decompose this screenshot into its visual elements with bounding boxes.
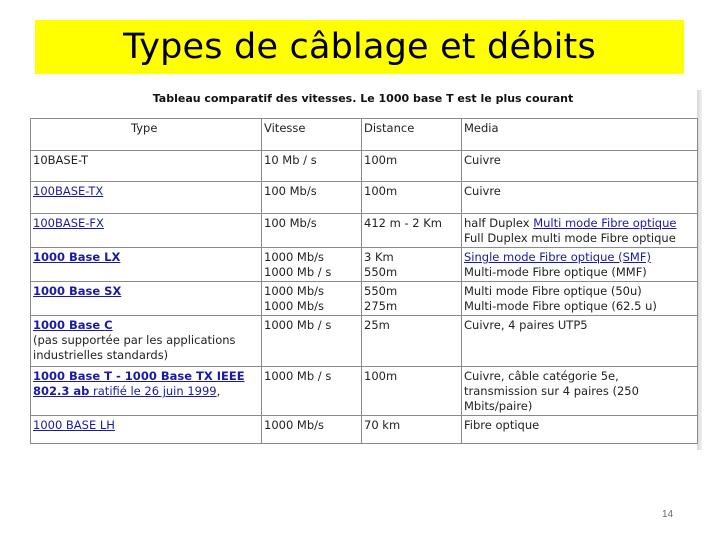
media-line: transmission sur 4 paires (250	[464, 384, 639, 398]
vitesse-value: 100 Mb/s	[264, 216, 317, 230]
cell-vitesse	[262, 151, 362, 182]
media-value: Cuivre	[464, 184, 501, 198]
media-value: Fibre optique	[464, 418, 540, 432]
cell-type	[31, 367, 262, 416]
type-link[interactable]: 1000 Base T - 1000 Base TX IEEE	[33, 369, 245, 383]
media-line	[464, 216, 695, 231]
cell-distance	[362, 151, 462, 182]
comma-text: ,	[216, 384, 221, 398]
distance-value: 275m	[364, 299, 398, 313]
media-line: Full Duplex multi mode Fibre optique	[464, 231, 676, 245]
distance-value: 25m	[364, 318, 390, 332]
header-vitesse: Vitesse	[262, 119, 362, 151]
media-line: Multi mode Fibre optique (50u)	[464, 284, 642, 298]
media-value: Cuivre, 4 paires UTP5	[464, 318, 588, 332]
cell-type	[31, 182, 262, 214]
cell-vitesse	[262, 182, 362, 214]
header-distance: Distance	[362, 119, 462, 151]
cell-media	[462, 151, 698, 182]
type-link[interactable]: 1000 BASE LH	[33, 418, 115, 432]
distance-value: 100m	[364, 184, 398, 198]
distance-value: 100m	[364, 369, 398, 383]
cell-media	[462, 214, 698, 248]
distance-value: 550m	[364, 284, 398, 298]
cell-type	[31, 214, 262, 248]
speed-comparison-table	[30, 118, 698, 444]
table-row	[31, 214, 698, 248]
vitesse-value: 1000 Mb/s	[264, 418, 325, 432]
cell-media	[462, 416, 698, 444]
vitesse-value: 1000 Mb/s	[264, 250, 325, 264]
header-media: Media	[462, 119, 698, 151]
type-link[interactable]: 1000 Base SX	[33, 284, 122, 298]
table-row	[31, 367, 698, 416]
type-note: (pas supportée par les applications	[33, 333, 236, 347]
distance-value: 70 km	[364, 418, 401, 432]
cell-vitesse	[262, 282, 362, 316]
vitesse-value: 1000 Mb / s	[264, 265, 332, 279]
page-number: 14	[662, 509, 674, 520]
distance-value: 550m	[364, 265, 398, 279]
cell-distance	[362, 214, 462, 248]
table-row	[31, 282, 698, 316]
media-value: Cuivre	[464, 153, 501, 167]
slide-title: Types de câblage et débits	[123, 27, 596, 67]
media-link[interactable]: Multi mode Fibre optique	[533, 216, 677, 230]
media-line: Cuivre, câble catégorie 5e,	[464, 369, 619, 383]
table-header-row	[31, 119, 698, 151]
cell-media	[462, 316, 698, 367]
distance-value: 3 Km	[364, 250, 394, 264]
type-link[interactable]: 100BASE-TX	[33, 184, 104, 198]
vitesse-value: 1000 Mb / s	[264, 369, 332, 383]
title-banner	[35, 20, 684, 74]
vitesse-value: 100 Mb/s	[264, 184, 317, 198]
table-row	[31, 316, 698, 367]
media-text: half Duplex	[464, 216, 534, 230]
ratified-link[interactable]: ratifié le 26 juin 1999	[89, 384, 217, 398]
table-row	[31, 151, 698, 182]
type-label: 10BASE-T	[33, 153, 89, 167]
table-row	[31, 182, 698, 214]
type-link[interactable]: 1000 Base C	[33, 318, 113, 332]
standard-link[interactable]: 802.3 ab	[33, 384, 90, 398]
type-line	[33, 384, 259, 399]
media-link[interactable]: Single mode Fibre optique (SMF)	[464, 250, 651, 264]
vitesse-value: 1000 Mb / s	[264, 318, 332, 332]
cell-distance	[362, 182, 462, 214]
cell-distance	[362, 367, 462, 416]
cell-type	[31, 282, 262, 316]
media-line: Mbits/paire)	[464, 399, 533, 413]
table-row	[31, 248, 698, 282]
cell-vitesse	[262, 316, 362, 367]
cell-vitesse	[262, 367, 362, 416]
cell-vitesse	[262, 214, 362, 248]
header-type: Type	[31, 119, 262, 151]
cell-vitesse	[262, 416, 362, 444]
cell-media	[462, 248, 698, 282]
media-line: Multi-mode Fibre optique (62.5 u)	[464, 299, 657, 313]
cell-distance	[362, 316, 462, 367]
cell-distance	[362, 282, 462, 316]
cell-distance	[362, 416, 462, 444]
vitesse-value: 10 Mb / s	[264, 153, 317, 167]
cell-type	[31, 248, 262, 282]
cell-media	[462, 182, 698, 214]
vitesse-value: 1000 Mb/s	[264, 284, 325, 298]
type-note: industrielles standards)	[33, 348, 169, 362]
type-link[interactable]: 1000 Base LX	[33, 250, 121, 264]
type-link[interactable]: 100BASE-FX	[33, 216, 104, 230]
cell-type	[31, 316, 262, 367]
media-line: Multi-mode Fibre optique (MMF)	[464, 265, 647, 279]
vitesse-value: 1000 Mb/s	[264, 299, 325, 313]
distance-value: 100m	[364, 153, 398, 167]
cell-type	[31, 151, 262, 182]
cell-media	[462, 282, 698, 316]
table-caption: Tableau comparatif des vitesses. Le 1000 base T est le plus courant	[152, 92, 574, 105]
cell-media	[462, 367, 698, 416]
cell-type	[31, 416, 262, 444]
cell-distance	[362, 248, 462, 282]
cell-vitesse	[262, 248, 362, 282]
distance-value: 412 m - 2 Km	[364, 216, 442, 230]
table-row	[31, 416, 698, 444]
